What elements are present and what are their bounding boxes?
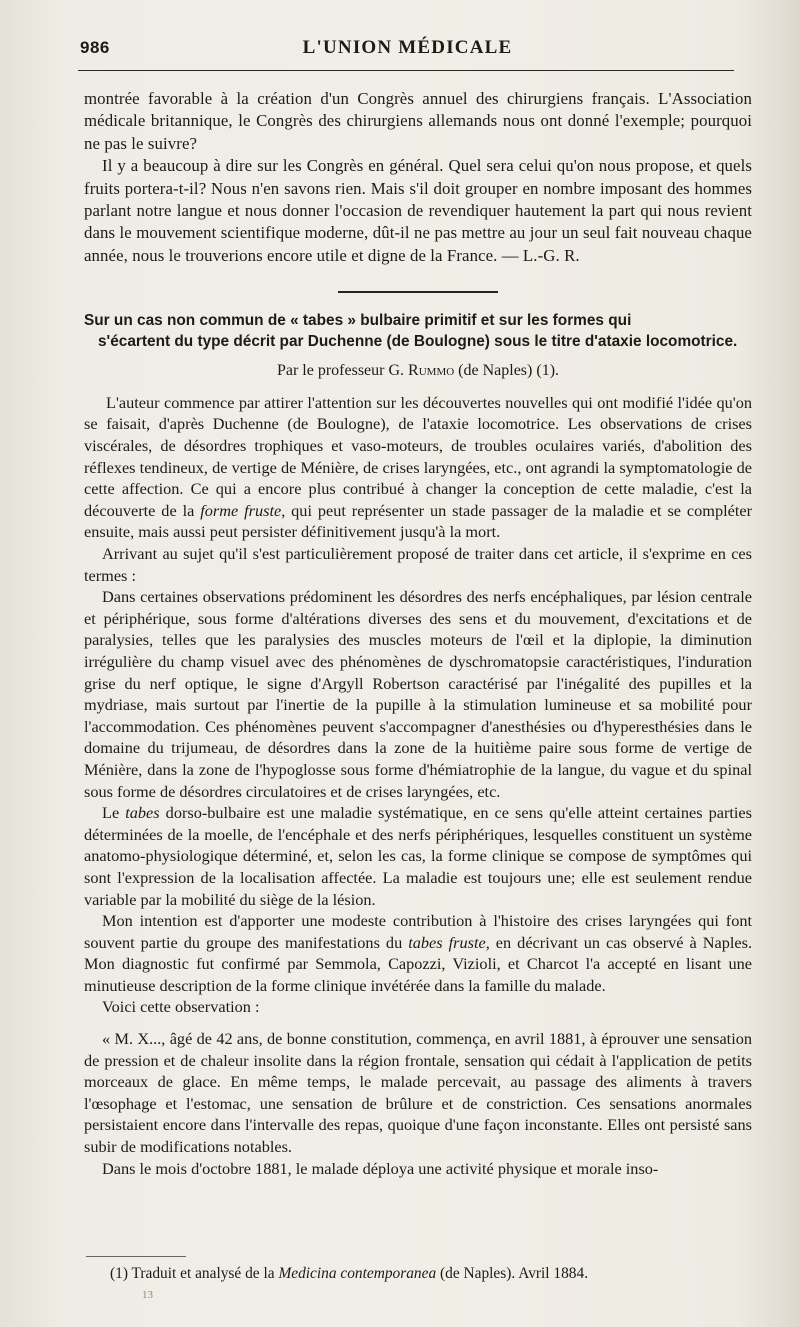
- observation-paragraph-1: « M. X..., âgé de 42 ans, de bonne constitution, commença, en avril 1881, à éprouver une sensation de pression et de chaleur insolite dans la région frontale, sensation qui cédait à l'application de petits morceaux de glace. En même temps, le malade percevait, au passage des aliments à travers l'œsophage et l'estomac, une sensation de brûlure et de constriction. Ces sensations anormales persistaient encore dans l'intervalle des repas, quoique d'une façon inconstante. Elles ont persisté sans subir de modifications notables.: [84, 1029, 752, 1157]
- article-title: [84, 311, 752, 352]
- header-rule: [78, 70, 734, 71]
- observation-paragraph-2: Dans le mois d'octobre 1881, le malade déploya une activité physique et morale inso-: [102, 1158, 659, 1178]
- paragraph-text: L'auteur commence par attirer l'attention sur les découvertes nouvelles qui ont modifié l'idée qu'on se faisait, d'après Duchenne (de Boulogne), de l'ataxie locomotrice. Les observations de crises viscérales, de désordres trophiques et vaso-moteurs, de troubles oculaires variés, d'abolition des réflexes tendineux, de vertige de Ménière, de crises laryngées, etc., ont agrandi la symptomatologie de cette affection. Ce qui a encore plus contribué à changer la conception de cette maladie, c'est la découverte de la: [84, 392, 752, 520]
- article-paragraph-3: Dans certaines observations prédominent les désordres des nerfs encéphaliques, par lésion centrale et périphérique, sous forme d'altérations diverses des sens et du mouvement, d'excitations et de paralysies, telles que les paralysies des muscles moteurs de l'œil et la diplopie, la diminution irrégulière du champ visuel avec des phénomènes de dyschromatopsie caractéristiques, l'induration grise du nerf optique, le signe d'Argyll Robertson caractérisé par l'inégalité des pupilles et la mydriase, mais surtout par l'inertie de la pupille à la stimulation lumineuse et sa mobilité pour l'accommodation. Ces phénomènes peuvent s'accompagner d'anesthésies ou d'hyperesthésies dans le domaine du trijumeau, de désordres dans la zone de la huitième paire sous forme de vertige de Ménière, dans la zone de l'hypoglosse sous forme d'hémiatrophie de la langue, du vague et du spinal sous forme de désordres circulatoires et de crises laryngées, etc.: [84, 587, 752, 801]
- paragraph-text: en décrivant un cas observé à Naples. Mon diagnostic fut confirmé par Semmola, Capozzi, Vizioli, et Charcot l'a accepté en lisant une minutieuse description de la forme clinique invétérée dans la famille du malade.: [84, 932, 753, 995]
- running-title: L'UNION MÉDICALE: [302, 37, 513, 58]
- byline-author: Rummo: [408, 362, 455, 380]
- section-separator: [338, 291, 498, 293]
- paragraph-text: Mon intention est d'apporter une modeste contribution à l'histoire des crises laryngées qui font souvent partie du groupe des manifestations du: [84, 911, 752, 952]
- article-title-line-2: s'écartent du type décrit par Duchenne (de Boulogne) sous le titre d'ataxie locomotrice.: [98, 332, 738, 350]
- page-header: [80, 34, 735, 64]
- article-byline: [84, 360, 752, 382]
- printer-signature: 13: [142, 1289, 153, 1301]
- lead-paragraph-2: Il y a beaucoup à dire sur les Congrès en général. Quel sera celui qu'on nous propose, et quels fruits portera-t-il? Nous n'en savons rien. Mais s'il doit grouper en nombre imposant des hommes parlant notre langue et nous donner l'occasion de revendiquer hautement la part qui nous revient dans le mouvement scientifique moderne, dût-il ne pas mettre au jour un seul fait nouveau chaque année, nous le trouverions encore utile et digne de la France. — L.-G. R.: [84, 156, 752, 265]
- byline-prefix: Par le professeur G.: [276, 362, 405, 380]
- footnote: [110, 1264, 750, 1284]
- article-paragraph-6: Voici cette observation :: [102, 997, 260, 1017]
- italic-term: tabes: [125, 803, 160, 823]
- article-paragraph-2: Arrivant au sujet qu'il s'est particulièrement proposé de traiter dans cet article, il s'exprime en ces termes :: [84, 544, 752, 585]
- article-title-line-1: Sur un cas non commun de « tabes » bulbaire primitif et sur les formes qui: [84, 312, 632, 330]
- lead-paragraph-1: montrée favorable à la création d'un Congrès annuel des chirurgiens français. L'Association médicale britannique, le Congrès des chirurgiens allemands nous ont donné l'exemple; pourquoi ne pas le suivre?: [84, 89, 752, 153]
- footnote-text: Traduit et analysé de la: [131, 1265, 275, 1282]
- article-paragraph-1: [84, 392, 752, 543]
- italic-term: tabes fruste,: [408, 932, 490, 952]
- byline-suffix: (de Naples) (1).: [458, 362, 560, 380]
- page-body: [84, 88, 752, 1179]
- article-paragraph-4: [84, 802, 752, 910]
- footnote-marker: (1): [110, 1265, 128, 1282]
- footnote-rule: [86, 1256, 186, 1257]
- paragraph-text: Le: [102, 803, 120, 823]
- footnote-journal: Medicina contemporanea: [278, 1265, 437, 1282]
- paragraph-text: , qui peut représenter un stade passager de la maladie et se compléter ensuite, mais aussi peut persister définitivement jusqu'à la mort.: [84, 500, 753, 542]
- italic-term: forme fruste: [200, 500, 282, 520]
- paragraph-text: dorso-bulbaire est une maladie systématique, en ce sens qu'elle atteint certaines parties déterminées de la moelle, de l'encéphale et des nerfs périphériques, lesquelles constituent un système anatomo-physiologique déterminé, et, selon les cas, la forme clinique se compose de symptômes qui sont l'expression de la localisation affectée. La maladie est toujours une; elle est seulement rendue variable par la mobilité du siège de la lésion.: [84, 803, 752, 909]
- page-number: 986: [80, 38, 110, 57]
- previous-article-conclusion: [84, 88, 752, 267]
- footnote-text: (de Naples). Avril 1884.: [440, 1265, 589, 1282]
- article-paragraph-5: [84, 910, 752, 996]
